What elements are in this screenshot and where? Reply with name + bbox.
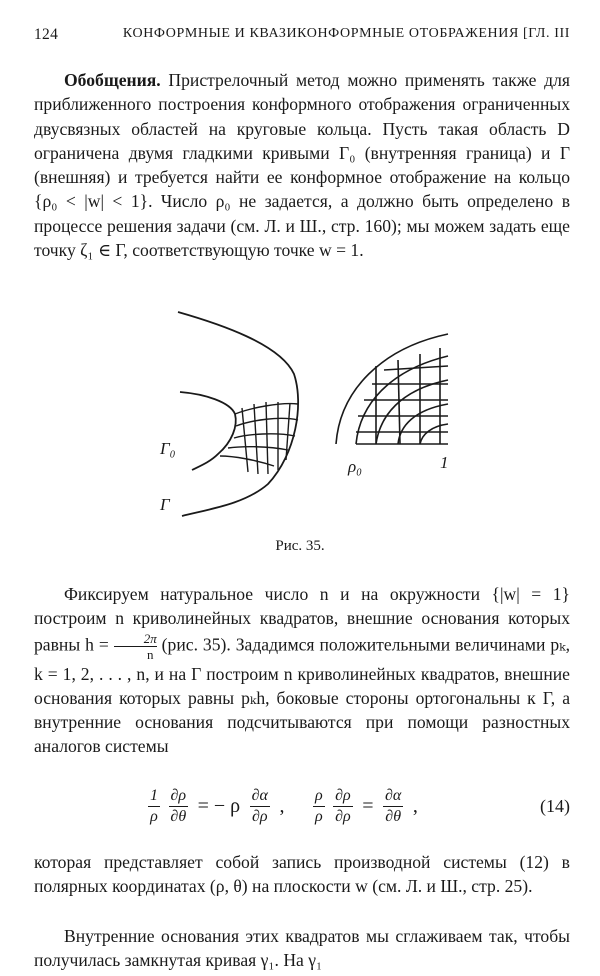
figure-35 (150, 304, 460, 524)
fraction-denominator: ρ (314, 808, 323, 825)
grid-right (336, 334, 448, 444)
running-title: КОНФОРМНЫЕ И КВАЗИКОНФОРМНЫЕ ОТОБРАЖЕНИЯ [ГЛ. III (122, 26, 570, 41)
fraction (250, 786, 270, 827)
fraction-numerator: 1 (148, 786, 160, 807)
paragraph-text: Пристрелочный метод можно применять также для приближенного построения конформного отображения ограниченных двусвязных областей на круговые кольца. Пусть такая область D ограничена двумя гладкими кривыми Γ₀ (внутренняя граница) и Γ (внешняя) и требуется найти ее конформное отображение на кольцо {ρ₀ < |w| < 1}. Число ρ₀ не задается, а должно быть определено в процессе решения задачи (см. Л. и Ш., стр. 160); мы можем задать еще точку ζ₁ ∈ Γ, соответствующую точке w = 1. (34, 70, 570, 261)
label-rho0: ρ₀ (348, 457, 363, 476)
fraction-denominator: ρ (150, 808, 158, 825)
paragraph-polar (34, 850, 570, 899)
equation-number: (14) (540, 796, 570, 816)
fraction-h-denominator: n (146, 646, 154, 662)
page-header (34, 26, 570, 44)
fraction-denominator: ∂θ (170, 808, 187, 825)
fraction-h (114, 631, 157, 662)
fraction-denominator: ∂θ (385, 808, 402, 825)
equation-end: , (412, 795, 418, 817)
equation-operator: = − ρ (197, 795, 241, 817)
label-one: 1 (440, 453, 449, 472)
paragraph-text: которая представляет собой запись производной системы (12) в полярных координатах (ρ, θ) на плоскости w (см. Л. и Ш., стр. 25). (34, 852, 570, 897)
paragraph-construction (34, 582, 570, 759)
fraction (313, 786, 325, 827)
inner-curve-gamma0 (180, 392, 236, 470)
equation-body (146, 786, 421, 827)
page-number: 124 (34, 26, 59, 43)
fraction-h-numerator: 2π (114, 631, 157, 647)
paragraph-inner-bases (34, 924, 570, 973)
fraction (148, 786, 160, 827)
paragraph-part1: Фиксируем натуральное число n и на окружности {|w| = 1} построим n криволинейных квадратов, внешние основания которых равны h = (34, 584, 570, 655)
equation-operator: = (362, 795, 374, 817)
paragraph-part2: (рис. 35). Зададимся положительными величинами pₖ, k = 1, 2, . . . , n, и на Γ построим n криволинейных квадратов, внешние основания которых равны pₖh, боковые стороны ортогональны к Γ, а внутренние основания подсчитываются при помощи разностных аналогов системы (34, 634, 570, 757)
paragraph-text: Внутренние основания этих квадратов мы сглаживаем так, чтобы получилась замкнутая кривая γ₁. На γ₁ (34, 926, 570, 971)
fraction (383, 786, 403, 827)
fraction-numerator: ∂α (250, 786, 270, 807)
fraction-numerator: ∂ρ (333, 786, 353, 807)
paragraph-lead: Обобщения. (64, 70, 161, 90)
fraction-numerator: ρ (313, 786, 325, 807)
equation-separator: , (279, 795, 285, 817)
outer-curve-gamma (178, 312, 298, 516)
figure-caption: Рис. 35. (275, 538, 325, 554)
label-gamma: Γ (160, 495, 170, 514)
fraction-numerator: ∂ρ (169, 786, 189, 807)
equation-14 (34, 786, 570, 830)
fraction (169, 786, 189, 827)
fraction-denominator: ∂ρ (335, 808, 351, 825)
fraction (333, 786, 353, 827)
paragraph-generalizations (34, 68, 570, 262)
fraction-denominator: ∂ρ (252, 808, 268, 825)
fraction-numerator: ∂α (383, 786, 403, 807)
label-gamma0: Γ₀ (160, 439, 176, 458)
